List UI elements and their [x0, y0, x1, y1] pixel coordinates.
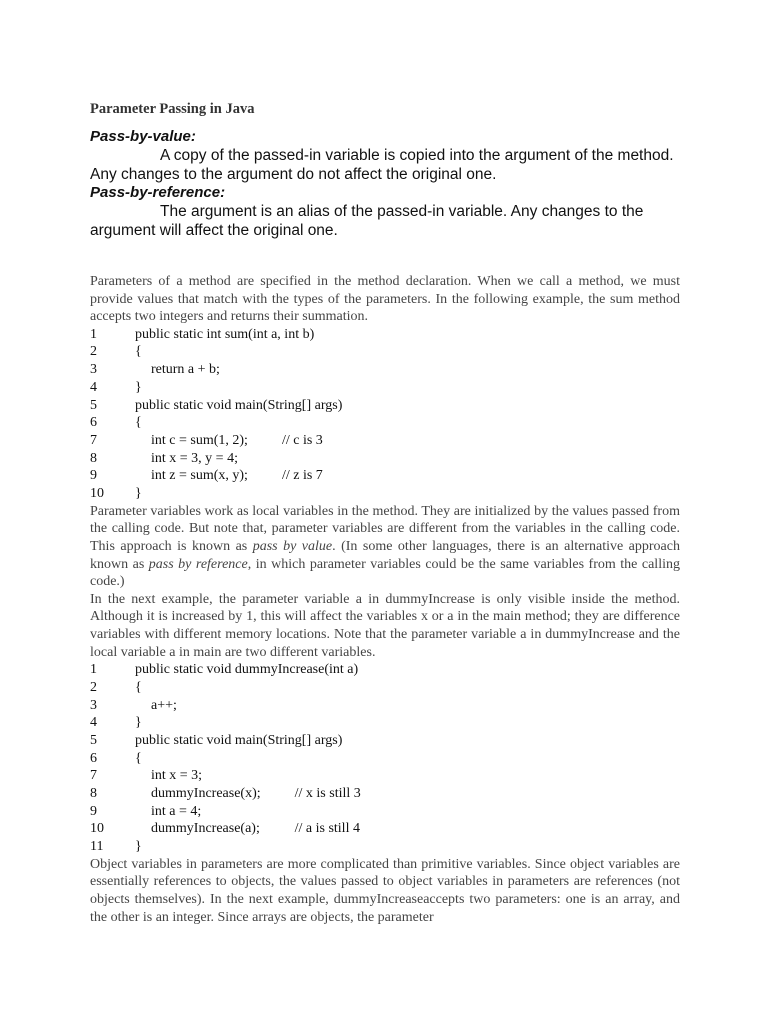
code-line [90, 414, 680, 432]
code-line [90, 379, 680, 397]
code-text: } [135, 486, 142, 502]
line-number: 6 [90, 415, 97, 431]
code-line [90, 661, 680, 679]
line-number: 8 [90, 450, 97, 466]
code-line [90, 803, 680, 821]
code-text: int c = sum(1, 2); [151, 433, 248, 448]
line-number: 1 [90, 326, 97, 342]
code-line [90, 450, 680, 468]
code-block-sum [90, 326, 680, 503]
line-number: 5 [90, 397, 97, 413]
pass-by-value-section [90, 128, 680, 184]
code-line [90, 485, 680, 503]
code-text: { [135, 344, 142, 360]
pass-by-reference-definition: The argument is an alias of the passed-in variable. Any changes to the argument will affect the original one. [90, 203, 644, 239]
code-comment: // c is 3 [281, 433, 323, 448]
document-title: Parameter Passing in Java [90, 101, 255, 117]
code-text: return a + b; [151, 362, 220, 378]
pass-by-reference-section [90, 184, 680, 240]
line-number: 4 [90, 379, 97, 395]
code-line [90, 361, 680, 379]
code-line [90, 467, 680, 485]
code-line [90, 838, 680, 856]
line-number: 2 [90, 679, 97, 695]
code-comment: // x is still 3 [294, 786, 361, 802]
line-number: 9 [90, 468, 97, 484]
code-line [90, 750, 680, 768]
code-text: public static void main(String[] args) [135, 397, 343, 413]
line-number: 8 [90, 786, 97, 802]
code-line [90, 679, 680, 697]
code-text: { [135, 679, 142, 695]
code-text: int x = 3; [151, 768, 203, 784]
pass-by-value-definition: A copy of the passed-in variable is copied into the argument of the method. Any changes to the argument do not affect the original one. [90, 147, 674, 183]
line-number: 10 [90, 821, 104, 837]
code-line [90, 820, 680, 838]
code-text: int x = 3, y = 4; [151, 450, 238, 466]
code-line [90, 732, 680, 750]
code-line [90, 397, 680, 415]
code-line [90, 714, 680, 732]
pass-by-reference-term: Pass-by-reference: [90, 184, 226, 201]
code-text: a++; [151, 697, 177, 713]
para2-part2: . (In some other languages, there is an alternative approach known as [90, 539, 680, 572]
line-number: 3 [90, 697, 97, 713]
paragraph-object-variables: Object variables in parameters are more complicated than primitive variables. Since object variables are essentially references to objects, the values passed to object variables in parameters are references (not objects themselves). In the next example, dummyIncreaseaccepts two parameters: one is an array, and the other is an integer. Since arrays are objects, the parameter [90, 856, 680, 925]
line-number: 10 [90, 486, 104, 502]
line-number: 5 [90, 732, 97, 748]
paragraph-dummy-increase: In the next example, the parameter variable a in dummyIncrease is only visible inside the method. Although it is increased by 1, this will affect the variables x or a in the main method; they are difference variables with different memory locations. Note that the parameter variable a in dummyIncrease and the local variable a in main are two different variables. [90, 591, 680, 660]
code-line [90, 785, 680, 803]
line-number: 2 [90, 344, 97, 360]
paragraph-method-parameters: Parameters of a method are specified in the method declaration. When we call a method, we must provide values that match with the types of the parameters. In the following example, the sum method accepts two integers and returns their summation. [90, 274, 680, 325]
code-text: } [135, 715, 142, 731]
code-text: int z = sum(x, y); [151, 468, 248, 484]
code-text: { [135, 415, 142, 431]
code-line [90, 432, 680, 450]
code-text: public static int sum(int a, int b) [135, 326, 315, 342]
para2-emphasis-pass-by-reference: pass by reference [148, 556, 248, 572]
code-text: } [135, 839, 142, 855]
code-text: public static void dummyIncrease(int a) [135, 662, 359, 678]
para2-emphasis-pass-by-value: pass by value [252, 539, 333, 554]
code-text: int a = 4; [151, 803, 202, 819]
code-text: } [135, 379, 142, 395]
line-number: 7 [90, 433, 97, 448]
code-text: dummyIncrease(a); [151, 821, 260, 837]
document-page [90, 100, 680, 926]
line-number: 6 [90, 750, 97, 766]
line-number: 7 [90, 768, 97, 784]
code-text: public static void main(String[] args) [135, 732, 343, 748]
line-number: 4 [90, 715, 97, 731]
code-line [90, 697, 680, 715]
code-line [90, 326, 680, 344]
code-text: { [135, 750, 142, 766]
para2-part3: , in which parameter variables could be the same variables from the calling code.) [90, 556, 680, 590]
line-number: 3 [90, 362, 97, 378]
code-block-dummy-increase [90, 661, 680, 856]
code-text: dummyIncrease(x); [151, 786, 261, 802]
code-line [90, 767, 680, 785]
code-line [90, 343, 680, 361]
code-comment: // z is 7 [281, 468, 323, 484]
para2-part1: Parameter variables work as local variables in the method. They are initialized by the values passed from the calling code. But note that, parameter variables are different from the variables in the calling code. This approach is known as [90, 503, 680, 554]
code-comment: // a is still 4 [294, 821, 360, 837]
line-number: 1 [90, 662, 97, 678]
line-number: 9 [90, 803, 97, 819]
pass-by-value-term: Pass-by-value: [90, 128, 196, 145]
line-number: 11 [90, 839, 104, 855]
paragraph-pass-by-value [90, 503, 680, 591]
